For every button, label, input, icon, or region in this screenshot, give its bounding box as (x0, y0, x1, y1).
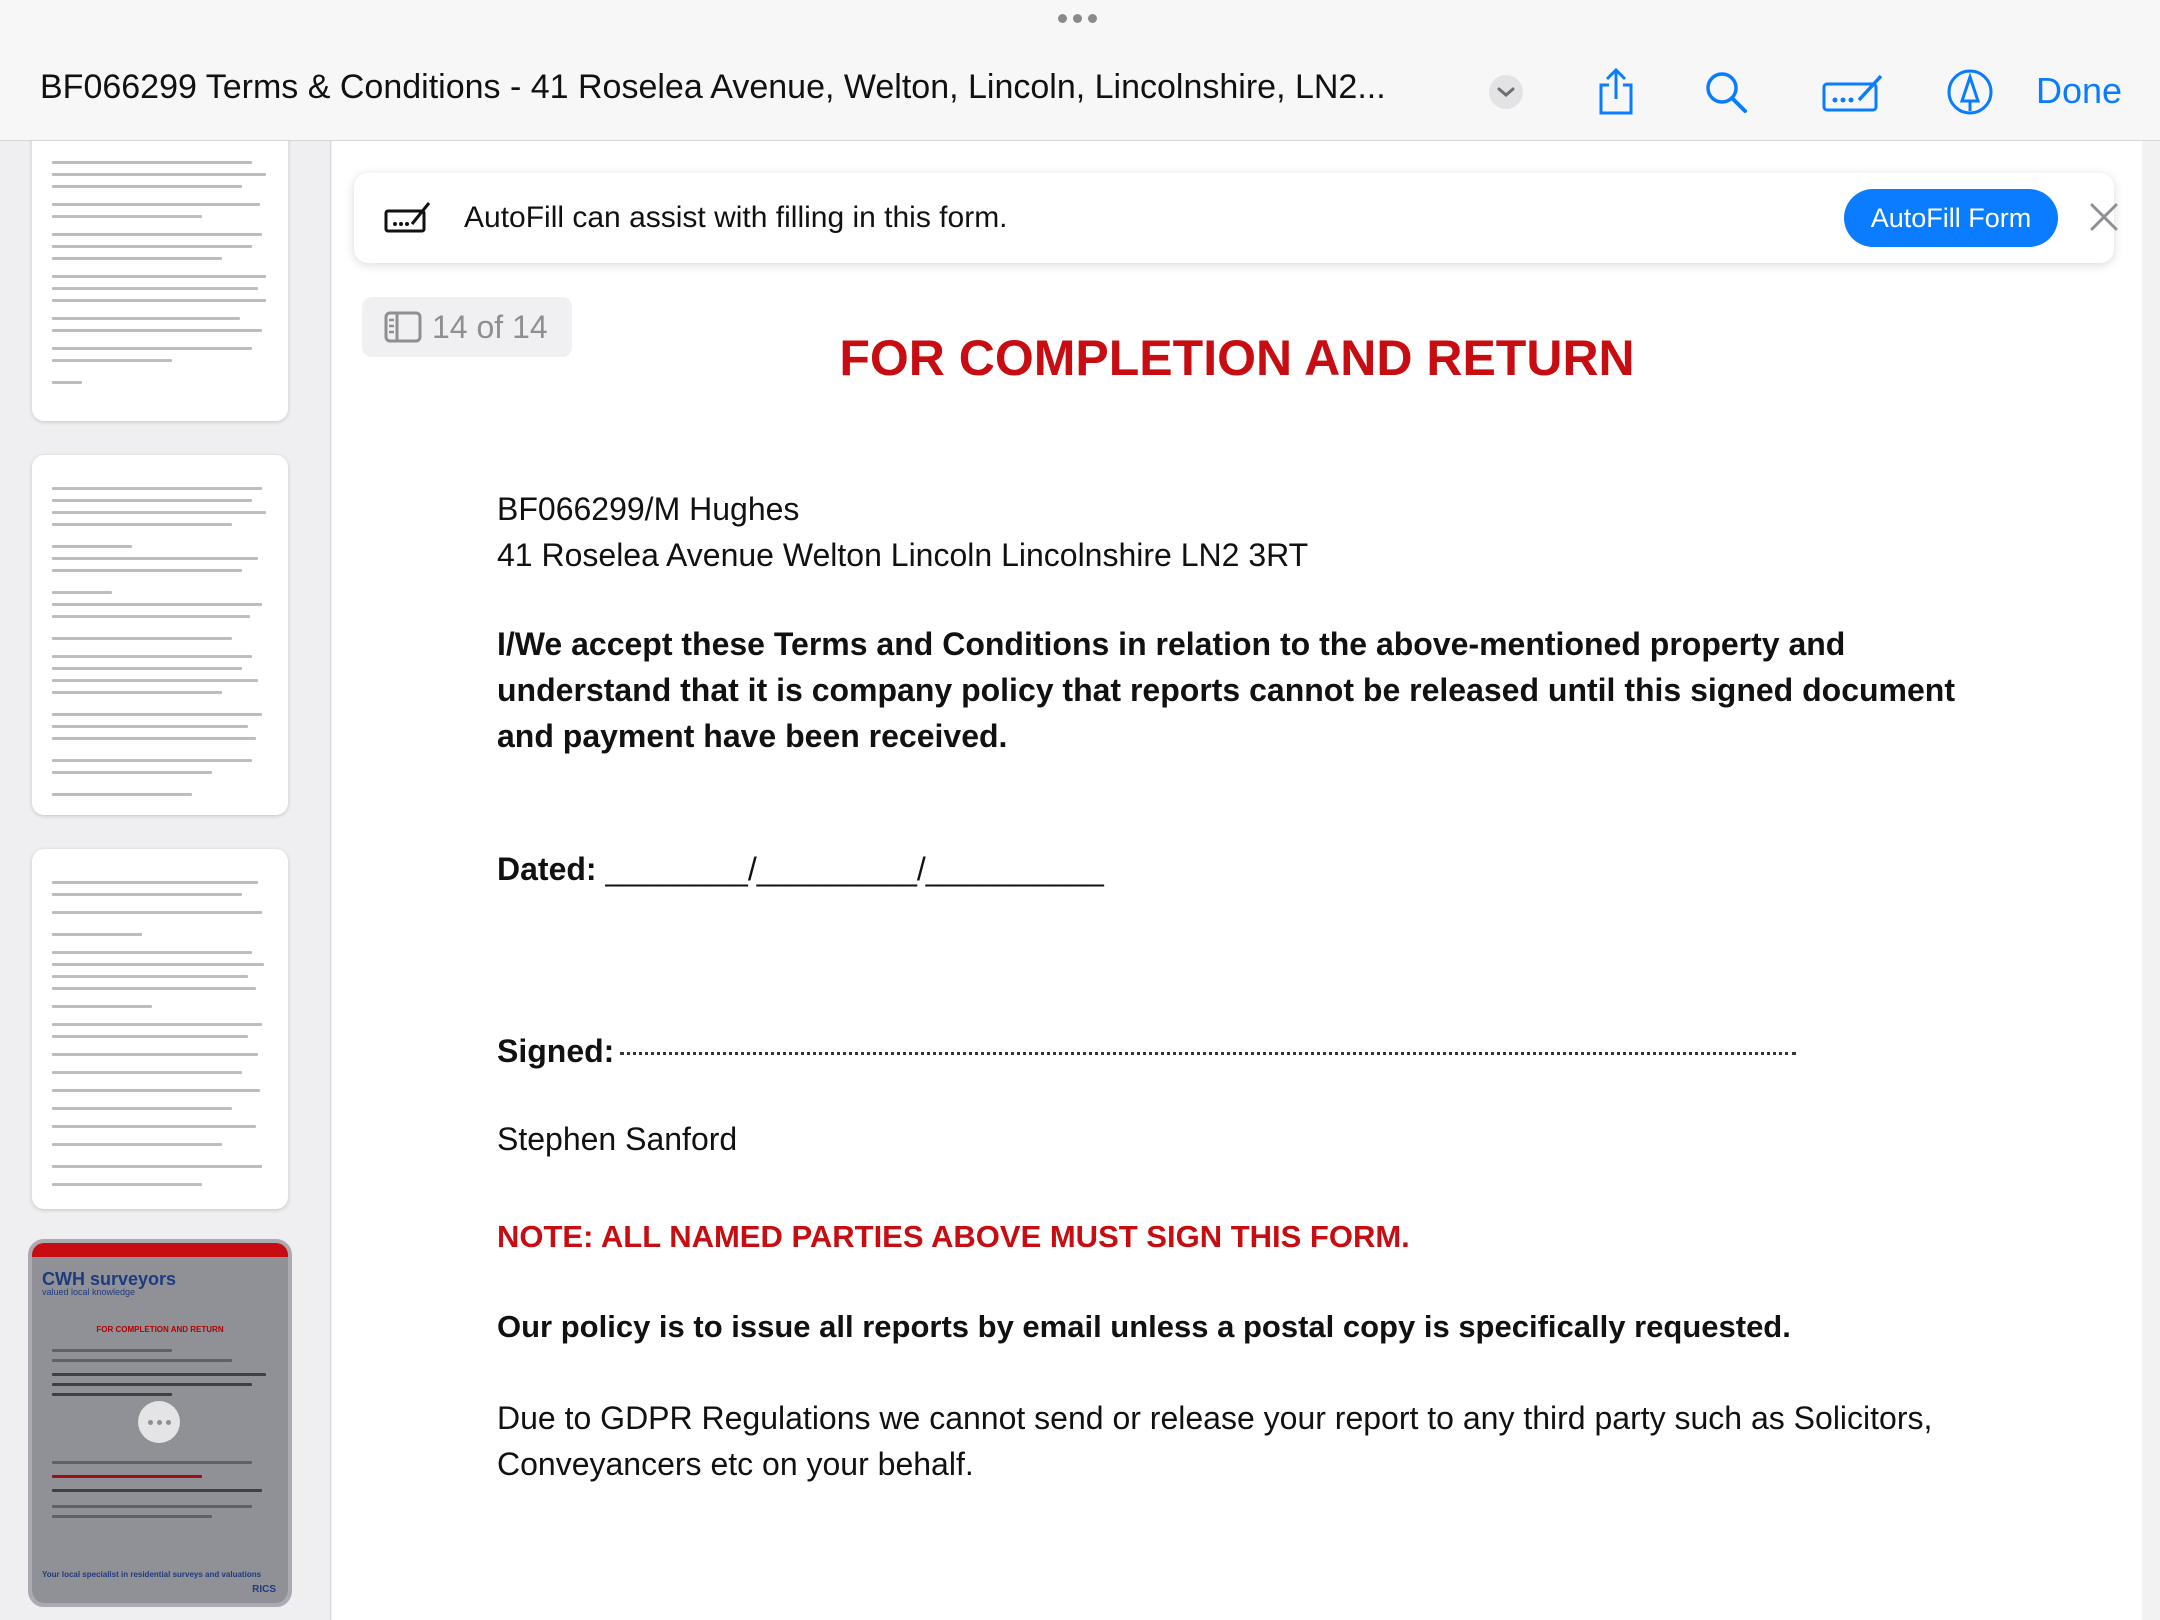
markup-button[interactable] (1942, 64, 1998, 120)
property-address: 41 Roselea Avenue Welton Lincoln Lincolnshire LN2 3RT (497, 537, 1309, 573)
search-button[interactable] (1698, 64, 1754, 120)
signed-label: Signed: (497, 1033, 615, 1069)
signatory-name: Stephen Sanford (497, 1121, 738, 1157)
thumbnail-tagline: valued local knowledge (42, 1287, 136, 1297)
dated-field[interactable] (497, 851, 1967, 888)
thumbnail-heading: FOR COMPLETION AND RETURN (96, 1325, 224, 1334)
form-fill-icon (384, 199, 432, 235)
page-thumbnails-sidebar[interactable] (0, 141, 331, 1620)
fill-form-button[interactable] (1818, 64, 1888, 120)
thumbnail-header-bar (32, 1243, 288, 1257)
dated-blank[interactable]: ________/_________/__________ (605, 851, 1104, 887)
gdpr-notice: Due to GDPR Regulations we cannot send or release your report to any third party such as Solicitors, Conveyancers etc on your behalf. (497, 1400, 1933, 1482)
page-thumbnail-14-selected[interactable] (32, 1243, 288, 1603)
page-thumbnail-11[interactable] (32, 141, 288, 421)
markup-pen-icon (1945, 67, 1995, 117)
page-thumbnail-12[interactable] (32, 455, 288, 815)
page-indicator-text: 14 of 14 (432, 308, 548, 345)
autofill-message: AutoFill can assist with filling in this form. (464, 201, 1008, 234)
form-fill-icon (1821, 70, 1885, 114)
autofill-form-button[interactable]: AutoFill Form (1844, 189, 2058, 247)
signature-line[interactable] (620, 1052, 1796, 1055)
share-button[interactable] (1588, 64, 1644, 120)
property-reference-block (497, 486, 1967, 578)
share-icon (1593, 67, 1639, 117)
close-icon[interactable] (2084, 197, 2124, 237)
reference-number: BF066299/M Hughes (497, 491, 800, 527)
document-page[interactable] (332, 141, 2142, 1620)
autofill-banner (354, 173, 2114, 263)
title-menu-button[interactable] (1478, 64, 1534, 120)
done-button[interactable]: Done (2036, 70, 2123, 111)
thumbnail-brand: CWH surveyors (42, 1269, 177, 1289)
document-title[interactable]: BF066299 Terms & Conditions - 41 Roselea Avenue, Welton, Lincoln, Lincolnshire, LN2... (40, 68, 1386, 106)
search-icon (1703, 69, 1749, 115)
acceptance-statement: I/We accept these Terms and Conditions in relation to the above-mentioned property and understand that it is company policy that reports cannot be released until this signed document and payment have been received. (497, 626, 1955, 754)
thumbnail-footer: Your local specialist in residential surveys and valuations (42, 1570, 262, 1579)
top-toolbar (0, 0, 2160, 141)
document-heading: FOR COMPLETION AND RETURN (839, 330, 1635, 386)
chevron-down-icon (1489, 75, 1523, 109)
page-thumbnail-13[interactable] (32, 849, 288, 1209)
more-icon[interactable] (138, 1401, 180, 1443)
signature-field[interactable] (497, 1033, 1967, 1070)
email-policy: Our policy is to issue all reports by email unless a postal copy is specifically requested. (497, 1309, 1791, 1344)
rics-logo: RICS (252, 1584, 276, 1595)
dated-label: Dated: (497, 851, 597, 887)
window-grabber[interactable] (1058, 14, 1097, 23)
sign-note: NOTE: ALL NAMED PARTIES ABOVE MUST SIGN THIS FORM. (497, 1219, 1410, 1254)
